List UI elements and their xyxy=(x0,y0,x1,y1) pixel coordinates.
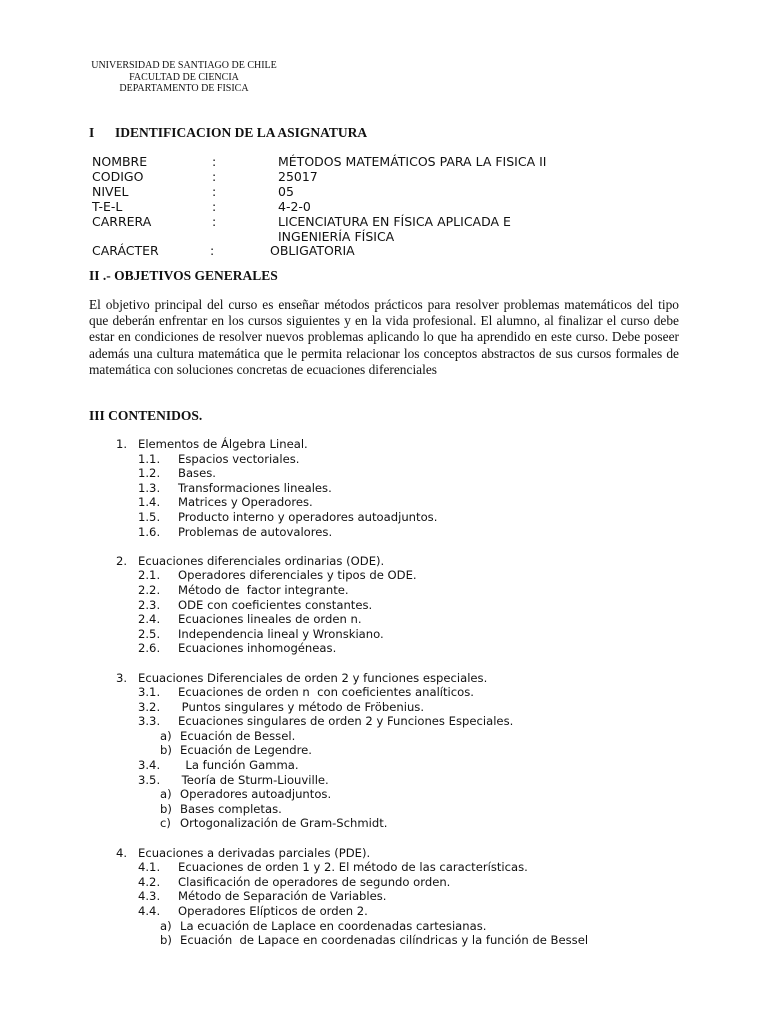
item-text: La función Gamma. xyxy=(178,758,299,773)
ident-value: MÉTODOS MATEMÁTICOS PARA LA FISICA II xyxy=(278,154,547,169)
item-number: 1.1. xyxy=(138,451,161,466)
topic-title: Ecuaciones a derivadas parciales (PDE). xyxy=(138,845,371,860)
topic-title: Ecuaciones Diferenciales de orden 2 y funciones especiales. xyxy=(138,670,488,685)
item-text: Puntos singulares y método de Fröbenius. xyxy=(178,699,425,714)
item-number: 1.4. xyxy=(138,495,161,510)
topic-title: Ecuaciones diferenciales ordinarias (ODE). xyxy=(138,553,385,568)
topic-number: 4. xyxy=(116,845,128,860)
ident-colon: : xyxy=(212,199,217,214)
item-text: Ecuaciones de orden 1 y 2. El método de las características. xyxy=(178,860,528,875)
item-text: Espacios vectoriales. xyxy=(178,451,300,466)
item-text: Ecuaciones de orden n con coeficientes analíticos. xyxy=(178,685,474,700)
item-number: 2.1. xyxy=(138,568,161,583)
item-number: 1.2. xyxy=(138,466,161,481)
ident-label: NOMBRE xyxy=(92,154,148,169)
department-name: DEPARTAMENTO DE FISICA xyxy=(119,83,249,94)
section-1-number: I xyxy=(89,125,95,140)
item-text: Operadores autoadjuntos. xyxy=(180,787,332,802)
section-2-title: II .- OBJETIVOS GENERALES xyxy=(89,268,278,283)
item-letter: c) xyxy=(160,816,171,831)
item-text: Clasificación de operadores de segundo orden. xyxy=(178,874,451,889)
item-text: Ortogonalización de Gram-Schmidt. xyxy=(180,816,388,831)
item-letter: b) xyxy=(160,801,172,816)
topic-number: 2. xyxy=(116,553,128,568)
item-text: Ecuaciones singulares de orden 2 y Funciones Especiales. xyxy=(178,714,514,729)
item-number: 2.5. xyxy=(138,626,161,641)
item-text: Ecuación de Legendre. xyxy=(180,743,312,758)
item-number: 3.2. xyxy=(138,699,161,714)
ident-value: OBLIGATORIA xyxy=(270,243,355,258)
item-text: La ecuación de Laplace en coordenadas cartesianas. xyxy=(180,918,487,933)
faculty-name: FACULTAD DE CIENCIA xyxy=(129,71,239,83)
ident-colon: : xyxy=(212,154,217,169)
item-number: 1.6. xyxy=(138,524,161,539)
item-number: 2.4. xyxy=(138,612,161,627)
item-text: Método de Separación de Variables. xyxy=(178,889,387,904)
item-number: 1.5. xyxy=(138,509,161,524)
item-text: Producto interno y operadores autoadjuntos. xyxy=(178,509,438,524)
item-number: 4.3. xyxy=(138,889,161,904)
university-name: UNIVERSIDAD DE SANTIAGO DE CHILE xyxy=(91,60,277,71)
item-number: 3.5. xyxy=(138,772,161,787)
topic-number: 1. xyxy=(116,437,128,451)
ident-colon: : xyxy=(212,184,217,199)
item-letter: b) xyxy=(160,743,172,758)
item-text: Ecuaciones inhomogéneas. xyxy=(178,641,337,656)
ident-colon: : xyxy=(210,243,215,258)
topic-title: Elementos de Álgebra Lineal. xyxy=(138,437,308,451)
ident-label: CARÁCTER xyxy=(92,243,159,258)
item-text: Ecuaciones lineales de orden n. xyxy=(178,612,362,627)
section-1-title: IDENTIFICACION DE LA ASIGNATURA xyxy=(115,125,368,140)
ident-colon: : xyxy=(212,214,217,229)
item-number: 2.6. xyxy=(138,641,161,656)
ident-value: 4-2-0 xyxy=(278,199,311,214)
item-letter: a) xyxy=(160,918,172,933)
item-text: Independencia lineal y Wronskiano. xyxy=(178,626,384,641)
item-text: Bases completas. xyxy=(180,801,282,816)
item-text: Ecuación de Lapace en coordenadas cilíndricas y la función de Bessel xyxy=(180,933,589,948)
item-letter: a) xyxy=(160,728,172,743)
item-text: Problemas de autovalores. xyxy=(178,524,333,539)
item-letter: b) xyxy=(160,933,172,948)
topic-number: 3. xyxy=(116,670,128,685)
item-number: 4.1. xyxy=(138,860,161,875)
item-text: ODE con coeficientes constantes. xyxy=(178,597,373,612)
ident-label: CARRERA xyxy=(92,214,152,229)
section-3-title: III CONTENIDOS. xyxy=(89,408,203,423)
ident-label: NIVEL xyxy=(92,184,129,199)
ident-label: CODIGO xyxy=(92,169,144,184)
item-text: Teoría de Sturm-Liouville. xyxy=(178,772,329,787)
ident-value: 25017 xyxy=(278,169,318,184)
ident-label: T-E-L xyxy=(92,199,123,214)
item-text: Método de factor integrante. xyxy=(178,582,349,597)
ident-value: 05 xyxy=(278,184,294,199)
item-text: Operadores diferenciales y tipos de ODE. xyxy=(178,568,417,583)
item-number: 2.2. xyxy=(138,582,161,597)
item-text: Matrices y Operadores. xyxy=(178,495,313,510)
document-header xyxy=(89,60,279,95)
ident-value: LICENCIATURA EN FÍSICA APLICADA E INGENIERÍA FÍSICA xyxy=(278,214,511,244)
item-number: 3.3. xyxy=(138,714,161,729)
item-number: 1.3. xyxy=(138,480,161,495)
objectives-paragraph: El objetivo principal del curso es enseñar métodos prácticos para resolver problemas matemáticos del tipo que deberán enfrentar en los cursos siguientes y en la vida profesional. El alumno, al finalizar el curso debe estar en condiciones de resolver nuevos problemas aplicando lo que ha aprendido en este curso. Debe poseer además una cultura matemática que le permita relacionar los conceptos abstractos de sus cursos formales de matemática con soluciones concretas de ecuaciones diferenciales xyxy=(89,297,679,377)
item-text: Operadores Elípticos de orden 2. xyxy=(178,904,368,918)
item-text: Ecuación de Bessel. xyxy=(180,728,296,743)
item-number: 3.1. xyxy=(138,685,161,700)
item-letter: a) xyxy=(160,787,172,802)
item-text: Bases. xyxy=(178,466,216,481)
item-number: 2.3. xyxy=(138,597,161,612)
ident-colon: : xyxy=(212,169,217,184)
item-text: Transformaciones lineales. xyxy=(178,480,332,495)
item-number: 4.2. xyxy=(138,874,161,889)
item-number: 3.4. xyxy=(138,758,161,773)
item-number: 4.4. xyxy=(138,904,161,918)
